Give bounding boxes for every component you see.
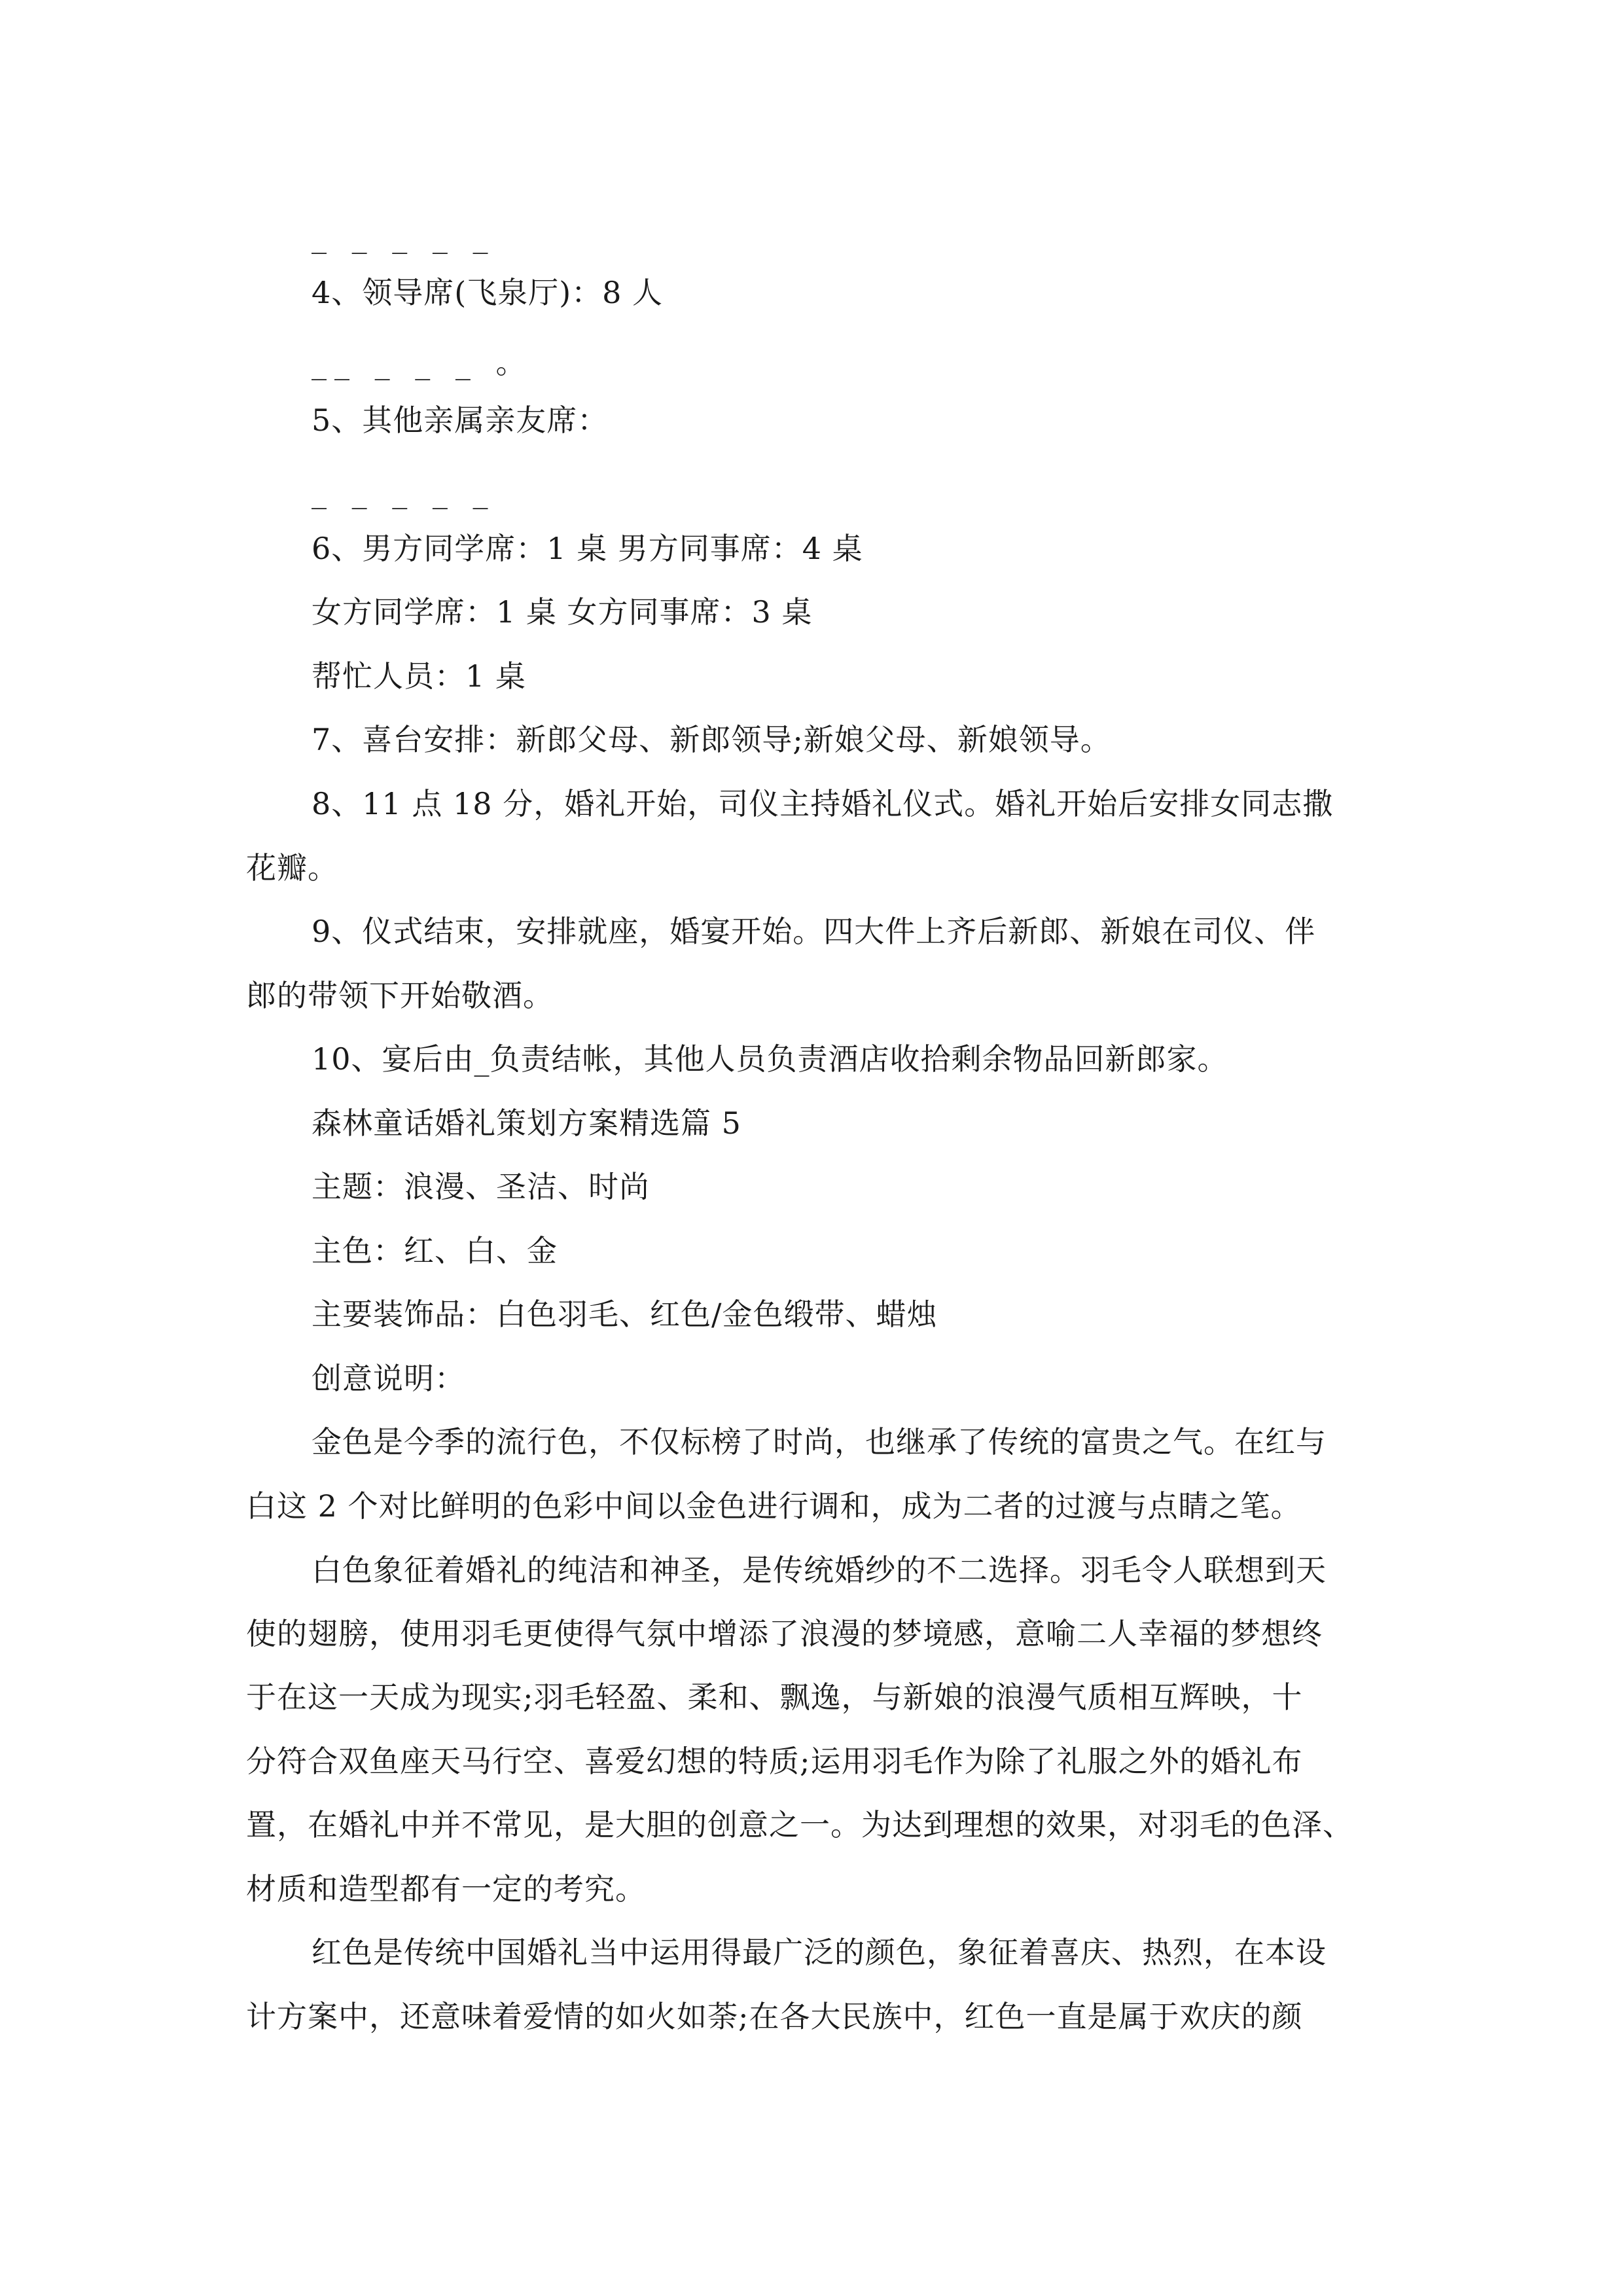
paragraph-continuation: 郎的带领下开始敬酒。 bbox=[246, 978, 554, 1013]
paragraph-continuation: 计方案中，还意味着爱情的如火如荼;在各大民族中，红色一直是属于欢庆的颜 bbox=[246, 1999, 1303, 2034]
paragraph-continuation: 白这 2 个对比鲜明的色彩中间以金色进行调和，成为二者的过渡与点睛之笔。 bbox=[246, 1488, 1302, 1524]
gold-paragraph: 金色是今季的流行色，不仅标榜了时尚，也继承了传统的富贵之气。在红与 bbox=[312, 1424, 1327, 1460]
paragraph-continuation: 花瓣。 bbox=[246, 850, 338, 886]
paragraph-continuation: 于在这一天成为现实;羽毛轻盈、柔和、飘逸，与新娘的浪漫气质相互辉映，十 bbox=[246, 1679, 1303, 1715]
item-7-stage-arrangement: 7、喜台安排：新郎父母、新郎领导;新娘父母、新娘领导。 bbox=[312, 722, 1111, 757]
paragraph-continuation: 使的翅膀，使用羽毛更使得气氛中增添了浪漫的梦境感，意喻二人幸福的梦想终 bbox=[246, 1616, 1323, 1651]
main-colors-line: 主色：红、白、金 bbox=[312, 1233, 558, 1268]
creative-heading: 创意说明： bbox=[312, 1361, 465, 1396]
item-4-leader-seats: 4、领导席(飞泉厅)：8 人 bbox=[312, 275, 664, 310]
decorations-line: 主要装饰品：白色羽毛、红色/金色缎带、蜡烛 bbox=[312, 1297, 938, 1332]
theme-line: 主题：浪漫、圣洁、时尚 bbox=[312, 1169, 650, 1204]
bride-seats: 女方同学席：1 桌 女方同事席：3 桌 bbox=[312, 594, 813, 630]
blank-line-dashes: _ _ _ _ _ bbox=[312, 474, 496, 509]
section-heading: 森林童话婚礼策划方案精选篇 5 bbox=[312, 1105, 741, 1141]
blank-line-dashes: __ _ _ _ 。 bbox=[312, 345, 534, 380]
white-paragraph: 白色象征着婚礼的纯洁和神圣，是传统婚纱的不二选择。羽毛令人联想到天 bbox=[312, 1552, 1327, 1588]
blank-line-dashes: _ _ _ _ _ bbox=[312, 219, 496, 254]
red-paragraph: 红色是传统中国婚礼当中运用得最广泛的颜色，象征着喜庆、热烈，在本设 bbox=[312, 1935, 1327, 1970]
item-6-groom-seats: 6、男方同学席：1 桌 男方同事席：4 桌 bbox=[312, 531, 863, 566]
helpers-seats: 帮忙人员：1 桌 bbox=[312, 658, 526, 694]
paragraph-continuation: 材质和造型都有一定的考究。 bbox=[246, 1871, 646, 1907]
item-9-banquet: 9、仪式结束，安排就座，婚宴开始。四大件上齐后新郎、新娘在司仪、伴 bbox=[312, 914, 1316, 949]
paragraph-continuation: 置，在婚礼中并不常见，是大胆的创意之一。为达到理想的效果，对羽毛的色泽、 bbox=[246, 1807, 1353, 1842]
paragraph-continuation: 分符合双鱼座天马行空、喜爱幻想的特质;运用羽毛作为除了礼服之外的婚礼布 bbox=[246, 1744, 1303, 1779]
item-8-ceremony-start: 8、11 点 18 分，婚礼开始，司仪主持婚礼仪式。婚礼开始后安排女同志撒 bbox=[312, 786, 1334, 821]
item-5-relatives-seats: 5、其他亲属亲友席： bbox=[312, 403, 609, 438]
item-10-checkout: 10、宴后由_负责结帐，其他人员负责酒店收拾剩余物品回新郎家。 bbox=[312, 1041, 1228, 1077]
